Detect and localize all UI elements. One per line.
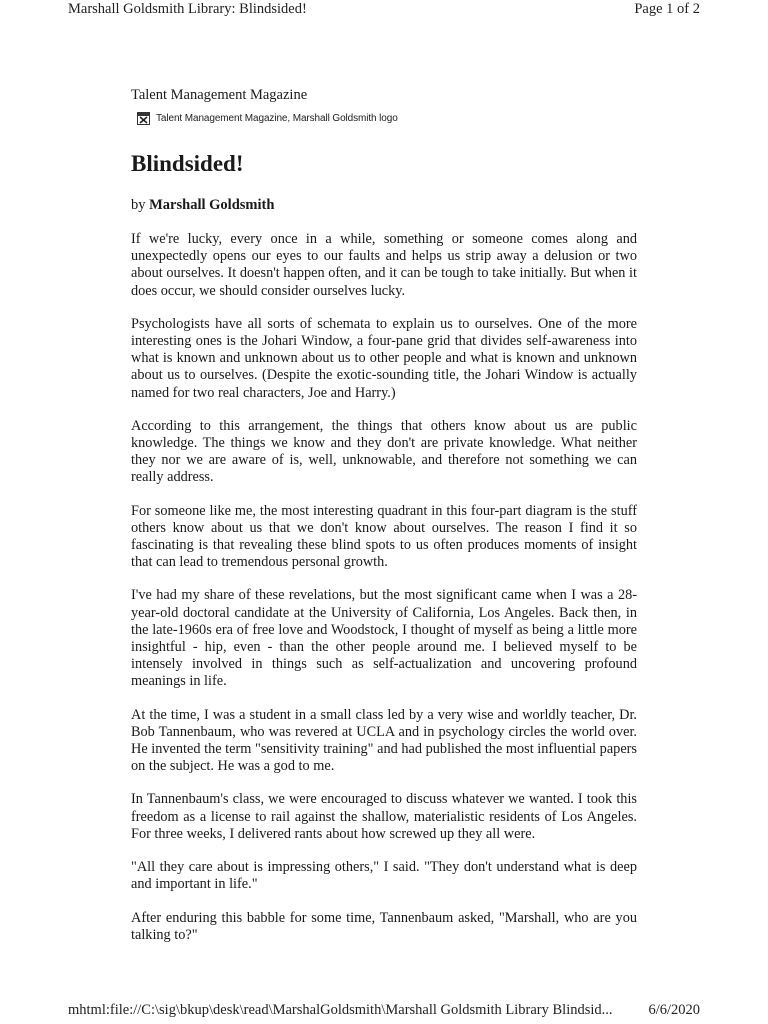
paragraph: Psychologists have all sorts of schemata to explain us to ourselves. One of the more interesting ones is the Johari Window, a four-pane grid that divides self-awareness into what is known and unknown about us to other people and what is known and unknown about us to ourselves. (Despite the exotic-sounding title, the Johari Window is actually named for two real characters, Joe and Harry.) <box>131 315 637 401</box>
paragraph: In Tannenbaum's class, we were encouraged to discuss whatever we wanted. I took this freedom as a license to rail against the shallow, materialistic residents of Los Angeles. For three weeks, I delivered rants about how screwed up they all were. <box>131 791 637 842</box>
paragraph: For someone like me, the most interesting quadrant in this four-part diagram is the stuff others know about us that we don't know about ourselves. The reason I find it so fascinating is that revealing these blind spots to us often produces moments of insight that can lead to tremendous personal growth. <box>131 502 637 571</box>
byline-prefix: by <box>131 197 150 213</box>
print-footer <box>0 1000 768 1024</box>
print-header-page-number: Page 1 of 2 <box>634 1 700 17</box>
paragraph: After enduring this babble for some time, Tannenbaum asked, "Marshall, who are you talking to?" <box>131 909 637 943</box>
article-title: Blindsided! <box>131 151 244 176</box>
print-footer-date: 6/6/2020 <box>648 1002 700 1018</box>
print-header-title: Marshall Goldsmith Library: Blindsided! <box>68 1 307 17</box>
article <box>131 86 637 944</box>
magazine-name: Talent Management Magazine <box>131 87 308 103</box>
logo-row <box>131 109 637 127</box>
author-name: Marshall Goldsmith <box>149 197 275 213</box>
paragraph: According to this arrangement, the things that others know about us are public knowledge. The things we know and they don't are private knowledge. What neither they nor we are aware of is, well, unknowable, and therefore not something we can really address. <box>131 417 637 486</box>
logo-alt-text: Talent Management Magazine, Marshall Goldsmith logo <box>156 112 398 124</box>
article-body <box>131 231 637 944</box>
paragraph: At the time, I was a student in a small class led by a very wise and worldly teacher, Dr. Bob Tannenbaum, who was revered at UCLA and in psychology circles the world over. He invented the term "sensitivity training" and had published the most influential papers on the subject. He was a god to me. <box>131 706 637 775</box>
print-footer-url: mhtml:file://C:\sig\bkup\desk\read\MarshalGoldsmith\Marshall Goldsmith Library Blindsid... <box>68 1002 613 1018</box>
paragraph: I've had my share of these revelations, but the most significant came when I was a 28-year-old doctoral candidate at the University of California, Los Angeles. Back then, in the late-1960s era of free love and Woodstock, I thought of myself as being a little more insightful - hip, even - than the other people around me. I believed myself to be intensely involved in things such as self-actualization and uncovering profound meanings in life. <box>131 587 637 690</box>
print-header <box>0 0 768 22</box>
paragraph: "All they care about is impressing others," I said. "They don't understand what is deep and important in life." <box>131 859 637 893</box>
byline <box>131 196 637 214</box>
paragraph: If we're lucky, every once in a while, something or someone comes along and unexpectedly opens our eyes to our faults and helps us strip away a delusion or two about ourselves. It doesn't happen often, and it can be tough to take initially. But when it does occur, we should consider ourselves lucky. <box>131 231 637 299</box>
broken-image-icon <box>137 112 150 125</box>
